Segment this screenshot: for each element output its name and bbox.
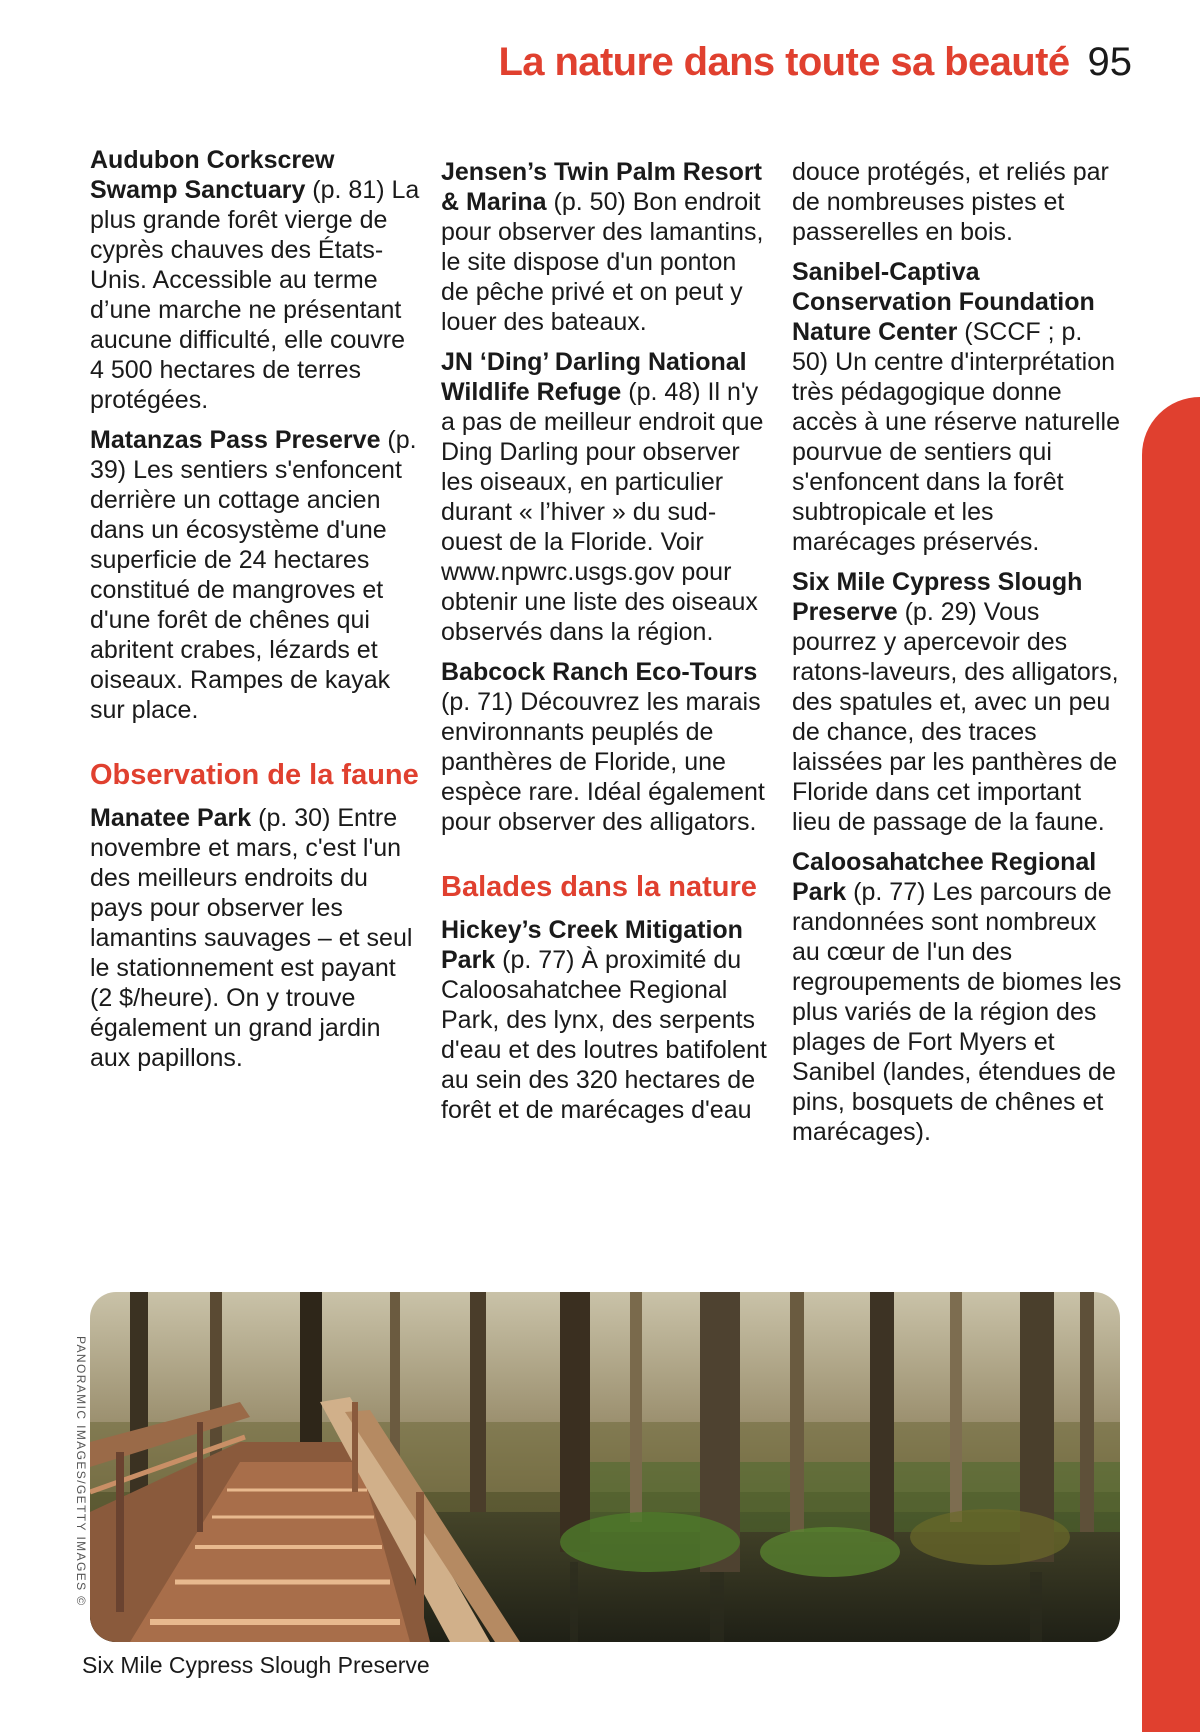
column-3 [792,157,1122,1157]
entry-page-ref: (p. 30) [251,804,331,832]
entry-text: Découvrez les marais environnants peuplés de panthères de Floride, une espèce rare. Idéal également pour observer des alligators. [441,688,765,836]
entry-name: Babcock Ranch Eco-Tours [441,658,758,686]
entry-name: Audubon Corkscrew Swamp Sanctuary [90,146,335,204]
entry-continuation: douce protégés, et reliés par de nombreuses pistes et passerelles en bois. [792,158,1109,246]
entry-page-ref: (p. 39) [90,426,417,484]
page-header [498,40,1132,85]
boardwalk-swamp-photo [90,1292,1120,1642]
section-heading-balades: Balades dans la nature [441,871,757,903]
entry-text: Les parcours de randonnées sont nombreux au cœur de l'un des regroupements de biomes les plus variés de la région des plages de Fort Myers et Sanibel (landes, étendues de pins, bosquets de chênes et marécages). [792,878,1122,1146]
entry-page-ref: (p. 77) [495,946,575,974]
entry-text: Il n'y a pas de meilleur endroit que Ding Darling pour observer les oiseaux, en particulier durant « l’hiver » du sud-ouest de la Floride. Voir www.npwrc.usgs.gov pour obtenir une liste des oiseaux observés dans la région. [441,378,764,646]
entry-page-ref: (p. 29) [897,598,977,626]
entry-text: À proximité du Caloosahatchee Regional Park, des lynx, des serpents d'eau et des loutres batifolent au sein des 320 hectares de forêt et de marécages d'eau [441,946,767,1124]
entry-page-ref: (p. 71) [441,688,514,716]
entry-page-ref: (p. 50) [546,188,626,216]
entry-text: Un centre d'interprétation très pédagogique donne accès à une réserve naturelle pourvue de sentiers qui s'enfoncent dans la forêt subtropicale et les marécages préservés. [792,348,1120,556]
photo-credit: PANORAMIC IMAGES/GETTY IMAGES © [74,1336,88,1607]
photo-caption: Six Mile Cypress Slough Preserve [82,1652,430,1678]
entry-hickeys-creek [441,915,771,1125]
column-1 [90,145,420,1083]
section-heading-observation: Observation de la faune [90,759,419,791]
entry-audubon-corkscrew [90,145,420,415]
column-2 [441,157,771,1135]
entry-name: Matanzas Pass Preserve [90,426,381,454]
entry-text: Les sentiers s'enfoncent derrière un cottage ancien dans un écosystème d'une superficie de 24 hectares constitué de mangroves et d'une forêt de chênes qui abritent crabes, lézards et oiseaux. Rampes de kayak sur place. [90,456,402,724]
entry-caloosahatchee [792,847,1122,1147]
entry-page-ref: (p. 81) [305,176,385,204]
entry-sanibel-captiva [792,257,1122,557]
entry-page-ref: (SCCF ; p. 50) [792,318,1083,376]
entry-name: Hickey’s Creek Mitigation Park [441,916,743,974]
entry-text: Bon endroit pour observer des lamantins, le site dispose d'un ponton de pêche privé et on peut y louer des bateaux. [441,188,764,336]
entry-text: Vous pourrez y apercevoir des ratons-laveurs, des alligators, des spatules et, avec un peu de chance, des traces laissées par les panthères de Floride dans cet important lieu de passage de la faune. [792,598,1119,836]
entry-page-ref: (p. 48) [621,378,701,406]
entry-manatee-park [90,803,420,1073]
entry-six-mile-cypress [792,567,1122,837]
chapter-tab [1142,397,1200,1732]
entry-page-ref: (p. 77) [846,878,926,906]
entry-name: Manatee Park [90,804,252,832]
entry-ding-darling [441,347,771,647]
entry-name: Sanibel-Captiva Conservation Foundation Nature Center [792,258,1095,346]
page-number: 95 [1087,40,1132,84]
entry-matanzas-pass [90,425,420,725]
entry-name: JN ‘Ding’ Darling National Wildlife Refuge [441,348,747,406]
chapter-title: La nature dans toute sa beauté [498,40,1070,84]
entry-name: Six Mile Cypress Slough Preserve [792,568,1083,626]
entry-text: Entre novembre et mars, c'est l'un des meilleurs endroits du pays pour observer les lamantins sauvages – et seul le stationnement est payant (2 $/heure). On y trouve également un grand jardin aux papillons. [90,804,413,1072]
entry-babcock-ranch [441,657,771,837]
entry-text: La plus grande forêt vierge de cyprès chauves des États-Unis. Accessible au terme d’une marche ne présentant aucune difficulté, elle couvre 4 500 hectares de terres protégées. [90,176,420,414]
entry-jensens-twin-palm [441,157,771,337]
entry-name: Caloosahatchee Regional Park [792,848,1097,906]
entry-name: Jensen’s Twin Palm Resort & Marina [441,158,762,216]
